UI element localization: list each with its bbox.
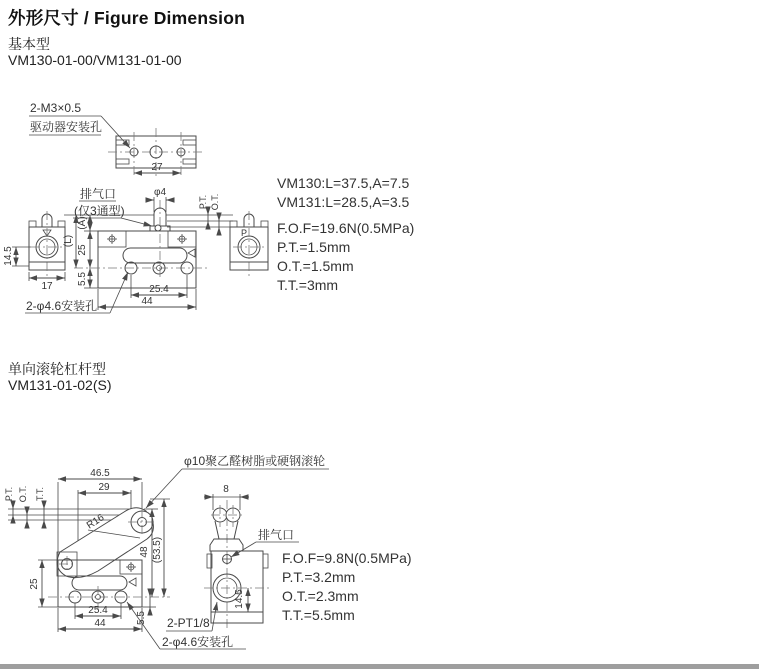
spec-line: T.T.=5.5mm (282, 607, 355, 623)
note-line: VM131:L=28.5,A=3.5 (277, 194, 410, 210)
basic-specs (277, 219, 414, 295)
dim-25: 25 (77, 244, 88, 256)
dim-L: (L) (63, 234, 74, 248)
page-bottom-divider (0, 664, 759, 669)
dim-side-width: 17 (41, 281, 53, 292)
basic-front-view (25, 186, 233, 313)
label-ot: O.T. (210, 193, 220, 211)
roller-type-label: 单向滚轮杠杆型 (8, 361, 106, 377)
basic-model: VM130-01-00/VM131-01-00 (8, 52, 182, 68)
label-tt2: T.T. (35, 486, 45, 502)
page-title: 外形尺寸 / Figure Dimension (8, 8, 245, 28)
dim-top-pitch: 27 (151, 162, 163, 173)
dim-55: 5.5 (77, 272, 88, 286)
callout-three-way: (仅3通型) (74, 204, 125, 218)
spec-line: O.T.=2.3mm (282, 588, 359, 604)
dim-29: 29 (98, 482, 110, 493)
label-pt: P.T. (198, 194, 208, 210)
dim-A: (A) (77, 216, 88, 230)
dim-44: 44 (141, 296, 153, 307)
dim-535: (53.5) (152, 536, 163, 564)
callout-exhaust-2: 排气口 (258, 528, 295, 542)
label-port-p: P (241, 228, 248, 238)
dim-145-2: 14.5 (234, 589, 245, 609)
label-pt2: P.T. (4, 486, 14, 502)
note-line: VM130:L=37.5,A=7.5 (277, 175, 410, 191)
roller-model: VM131-01-02(S) (8, 377, 112, 393)
dim-25-2: 25 (29, 578, 40, 590)
roller-side-view (166, 484, 299, 631)
callout-port-thread: 2-PT1/8 (167, 616, 210, 630)
dim-254-2: 25.4 (88, 605, 108, 616)
label-ot2: O.T. (18, 485, 28, 503)
basic-right-side-view (230, 211, 268, 276)
spec-line: T.T.=3mm (277, 277, 339, 293)
basic-model-notes (277, 174, 409, 212)
dim-8: 8 (223, 484, 229, 495)
callout-roller-note: φ10聚乙醛树脂或硬钢滚轮 (184, 454, 326, 468)
spec-line: O.T.=1.5mm (277, 258, 354, 274)
callout-mount-hole-2: 2-φ4.6安装孔 (162, 635, 234, 649)
basic-left-side-view (3, 211, 65, 292)
callout-mount-hole: 2-φ4.6安装孔 (26, 299, 98, 313)
dim-55-2: 5.5 (136, 611, 147, 625)
spec-line: P.T.=1.5mm (277, 239, 351, 255)
roller-specs (282, 549, 412, 625)
spec-line: F.O.F=19.6N(0.5MPa) (277, 220, 415, 236)
spec-line: P.T.=3.2mm (282, 569, 356, 585)
basic-section-header (8, 36, 182, 68)
spec-line: F.O.F=9.8N(0.5MPa) (282, 550, 412, 566)
basic-top-view (29, 101, 204, 176)
dim-48: 48 (139, 546, 150, 558)
callout-actuator-hole: 驱动器安装孔 (30, 120, 103, 134)
callout-exhaust: 排气口 (80, 187, 117, 201)
dim-side-height: 14.5 (3, 246, 14, 266)
dim-plunger-dia: φ4 (153, 187, 167, 198)
label-r16: R16 (84, 512, 107, 532)
dim-465: 46.5 (90, 468, 110, 479)
callout-thread: 2-M3×0.5 (30, 101, 82, 115)
roller-section-header (8, 361, 112, 393)
dim-254: 25.4 (149, 284, 169, 295)
basic-type-label: 基本型 (8, 36, 50, 52)
dim-44-2: 44 (94, 618, 106, 629)
